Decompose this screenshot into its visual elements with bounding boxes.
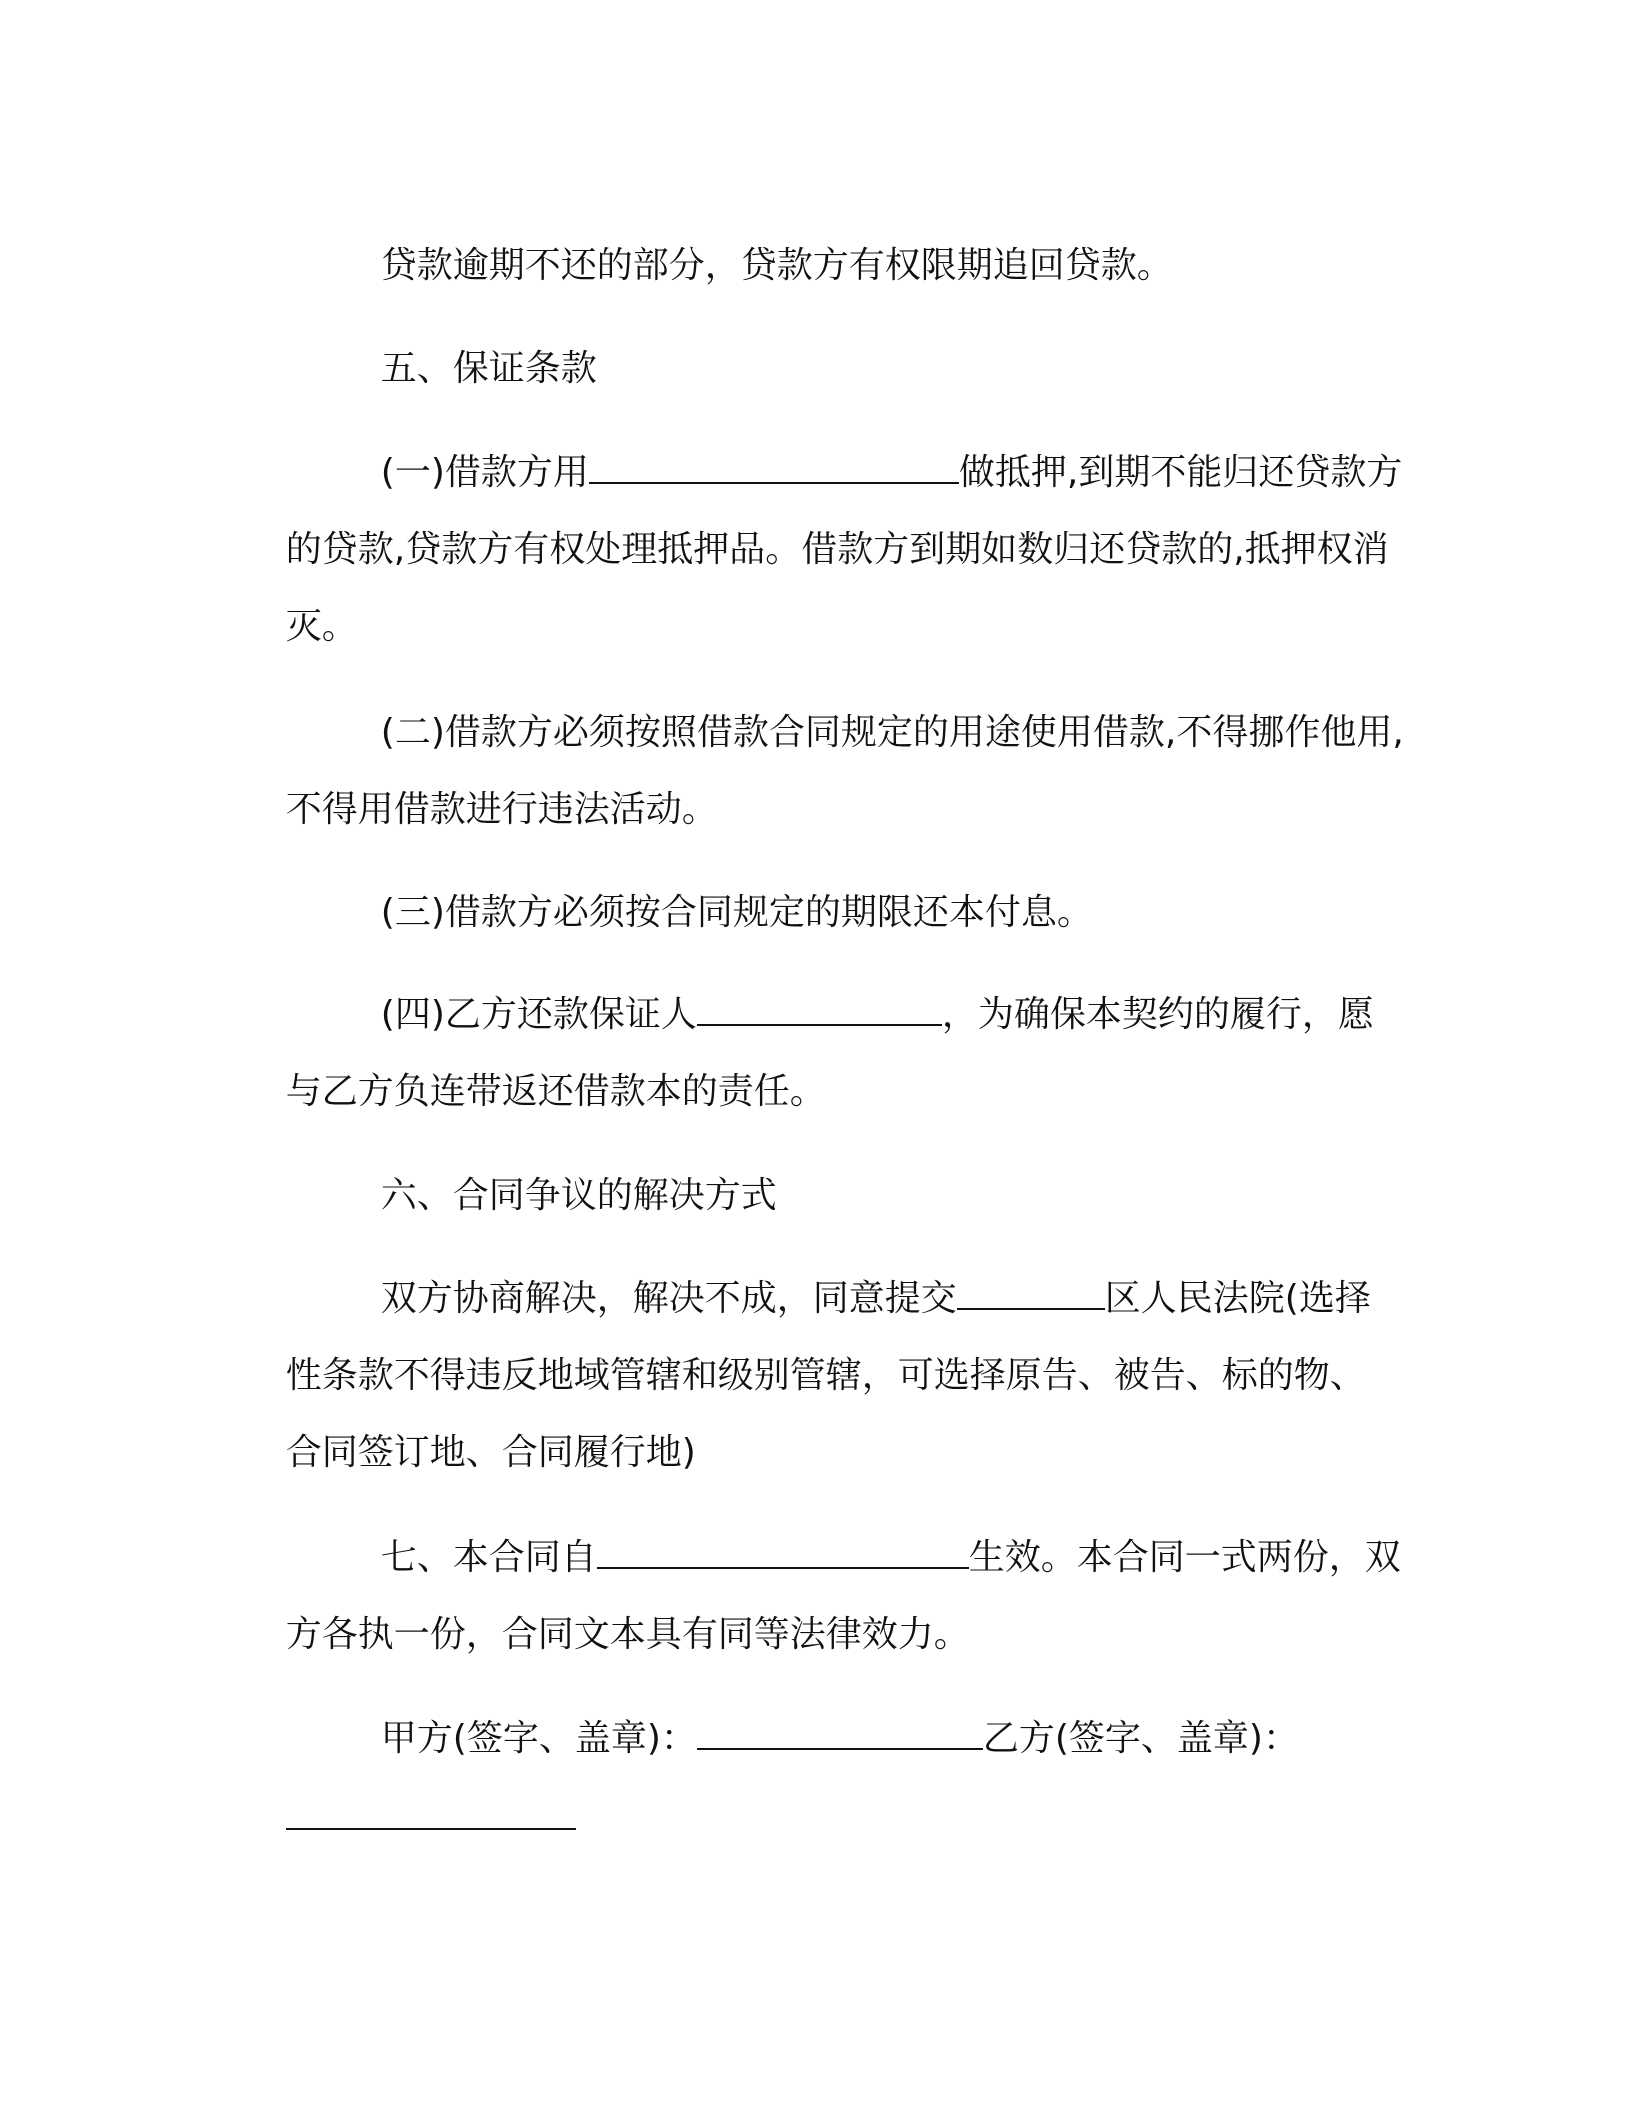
signature-line: 甲方(签字、盖章)： 乙方(签字、盖章)： <box>380 1718 1299 1759</box>
section-6-title: 六、合同争议的解决方式 <box>380 1175 777 1216</box>
court-district-blank[interactable] <box>957 1278 1105 1310</box>
clause-5-4-line-1: (四)乙方还款保证人 ，为确保本契约的履行，愿 <box>380 994 1374 1035</box>
section-7-line-2: 方各执一份，合同文本具有同等法律效力。 <box>285 1614 970 1655</box>
clause-5-1-line-2: 的贷款,贷款方有权处理抵押品。借款方到期如数归还贷款的,抵押权消 <box>285 529 1389 570</box>
guarantor-blank[interactable] <box>697 994 942 1026</box>
section-6-line-1: 双方协商解决，解决不成，同意提交 区人民法院(选择 <box>380 1278 1371 1319</box>
section-6-line-3: 合同签订地、合同履行地) <box>285 1432 696 1473</box>
party-a-signature-blank[interactable] <box>697 1718 983 1750</box>
effective-date-blank[interactable] <box>597 1537 969 1569</box>
clause-5-4-line-2: 与乙方负连带返还借款本的责任。 <box>285 1071 826 1112</box>
section-6-line-2: 性条款不得违反地域管辖和级别管辖，可选择原告、被告、标的物、 <box>285 1355 1366 1396</box>
clause-5-2-line-1: (二)借款方必须按照借款合同规定的用途使用借款,不得挪作他用, <box>380 712 1404 753</box>
party-b-signature-blank[interactable] <box>286 1798 576 1830</box>
clause-5-3: (三)借款方必须按合同规定的期限还本付息。 <box>380 892 1093 933</box>
section-5-title: 五、保证条款 <box>380 348 597 389</box>
clause-5-1-line-3: 灭。 <box>285 606 358 647</box>
collateral-blank[interactable] <box>589 452 959 484</box>
party-b-signature-line <box>240 1750 576 1888</box>
clause-5-2-line-2: 不得用借款进行违法活动。 <box>285 789 718 830</box>
section-7-line-1: 七、本合同自 生效。本合同一式两份，双 <box>380 1537 1401 1578</box>
clause-5-1-line-1: (一)借款方用 做抵押,到期不能归还贷款方 <box>380 452 1403 493</box>
paragraph-overdue: 贷款逾期不还的部分，贷款方有权限期追回贷款。 <box>380 245 1173 286</box>
